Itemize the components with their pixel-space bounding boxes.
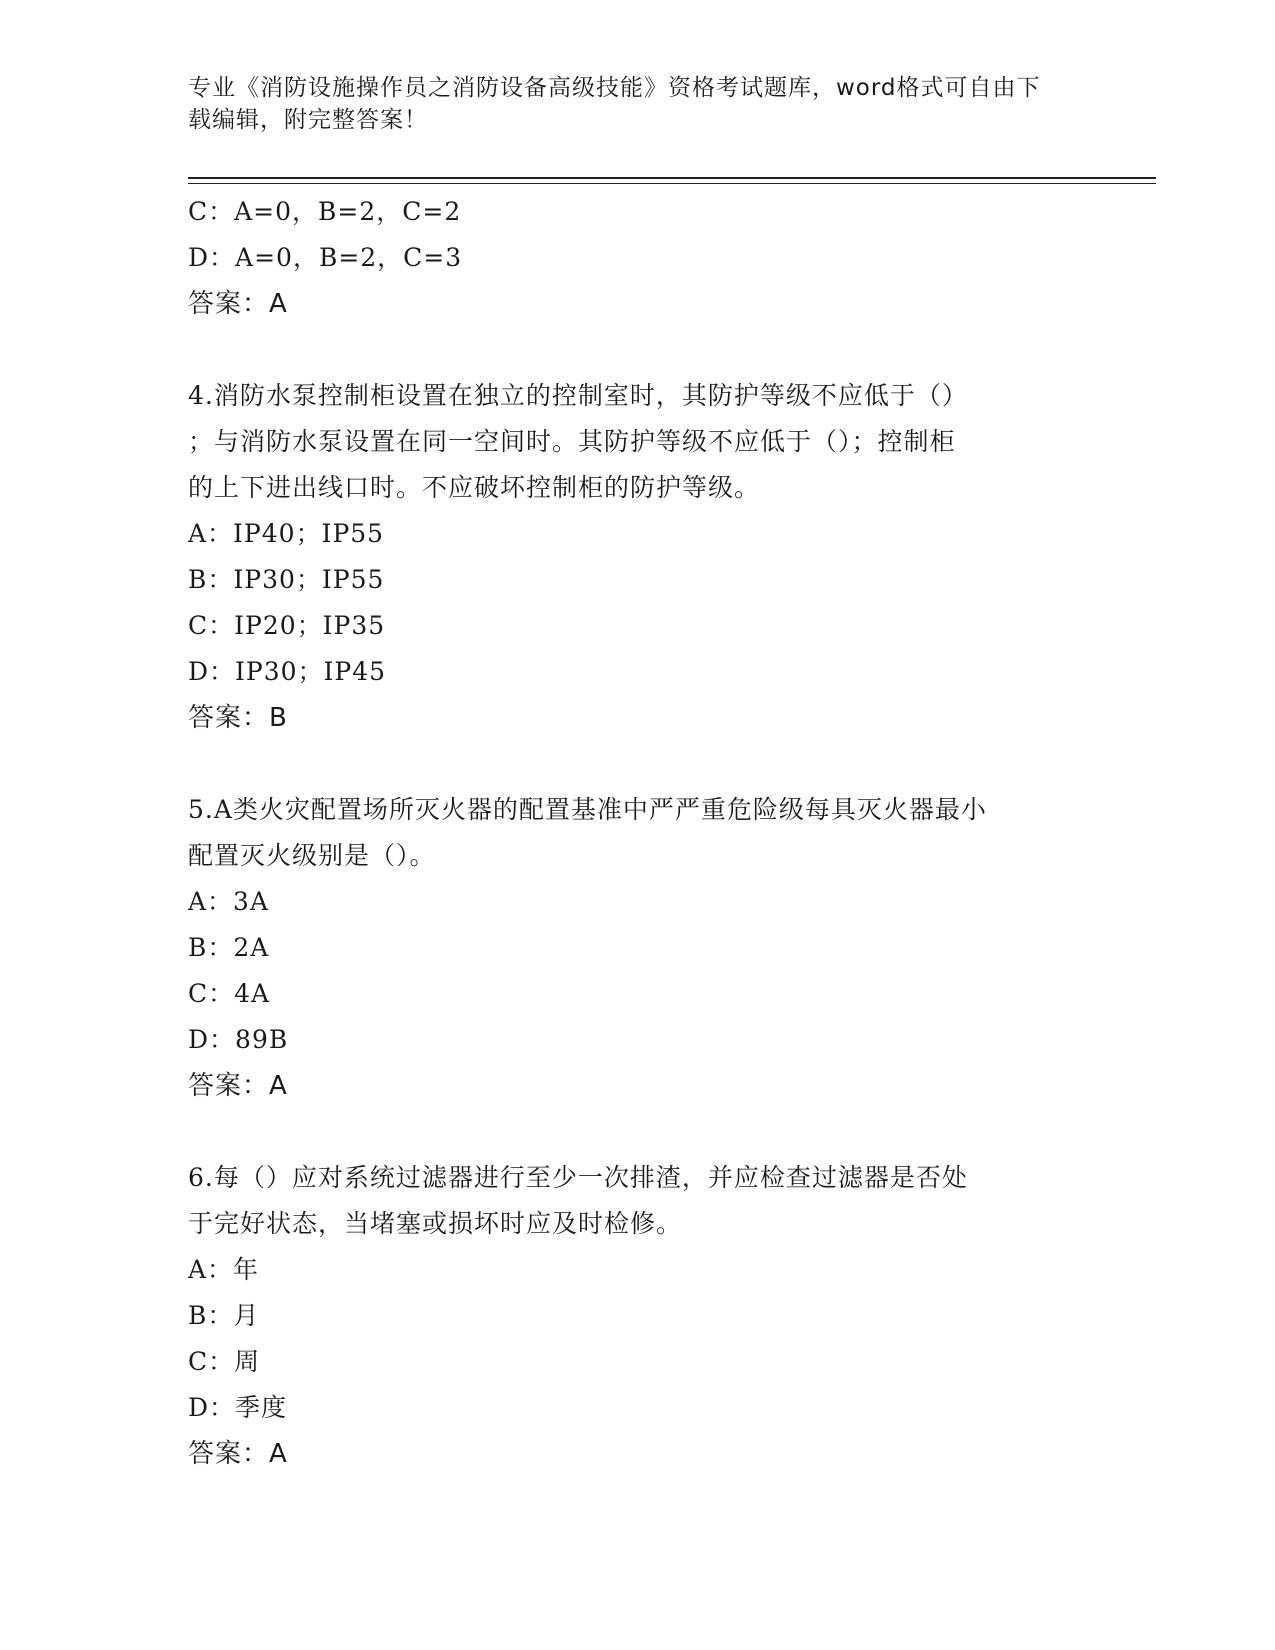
question-6 xyxy=(188,1155,1108,1477)
header-rule-thick xyxy=(188,177,1156,179)
question-text-line: 的上下进出线口时。不应破坏控制柜的防护等级。 xyxy=(188,473,761,502)
answer: 答案：A xyxy=(188,1439,288,1469)
option-c: C：4A xyxy=(188,979,271,1008)
question-list xyxy=(188,189,1108,1477)
answer: 答案：B xyxy=(188,703,288,733)
option-c: C：周 xyxy=(188,1347,261,1376)
spacer xyxy=(188,327,1108,373)
question-text-line: 4.消防水泵控制柜设置在独立的控制室时，其防护等级不应低于（） xyxy=(188,381,968,410)
option-a: A：IP40；IP55 xyxy=(188,519,385,548)
question-text-line: 5.A类火灾配置场所灭火器的配置基准中严严重危险级每具灭火器最小 xyxy=(188,795,987,824)
question-text-line: 配置灭火级别是（）。 xyxy=(188,841,436,870)
option-b: B：月 xyxy=(188,1301,260,1330)
option-c: C：A=0，B=2，C=2 xyxy=(188,197,462,226)
option-d: D：季度 xyxy=(188,1393,288,1422)
question-3-continued xyxy=(188,189,1108,327)
question-5 xyxy=(188,787,1108,1109)
document-header xyxy=(188,72,1088,136)
question-text-line: 6.每（）应对系统过滤器进行至少一次排渣，并应检查过滤器是否处 xyxy=(188,1163,968,1192)
option-a: A：年 xyxy=(188,1255,260,1284)
spacer xyxy=(188,1109,1108,1155)
question-4 xyxy=(188,373,1108,741)
option-a: A：3A xyxy=(188,887,270,916)
header-line-1: 专业《消防设施操作员之消防设备高级技能》资格考试题库，word格式可自由下 xyxy=(188,75,1041,101)
answer: 答案：A xyxy=(188,1071,288,1101)
option-d: D：89B xyxy=(188,1025,289,1054)
option-d: D：IP30；IP45 xyxy=(188,657,387,686)
option-c: C：IP20；IP35 xyxy=(188,611,386,640)
question-text-line: ；与消防水泵设置在同一空间时。其防护等级不应低于（）；控制柜 xyxy=(188,427,956,456)
question-text-line: 于完好状态，当堵塞或损坏时应及时检修。 xyxy=(188,1209,683,1238)
answer: 答案：A xyxy=(188,289,288,319)
header-rule-thin xyxy=(188,183,1156,184)
option-b: B：IP30；IP55 xyxy=(188,565,385,594)
spacer xyxy=(188,741,1108,787)
header-line-2: 载编辑，附完整答案！ xyxy=(188,107,428,133)
option-d: D：A=0，B=2，C=3 xyxy=(188,243,463,272)
option-b: B：2A xyxy=(188,933,270,962)
